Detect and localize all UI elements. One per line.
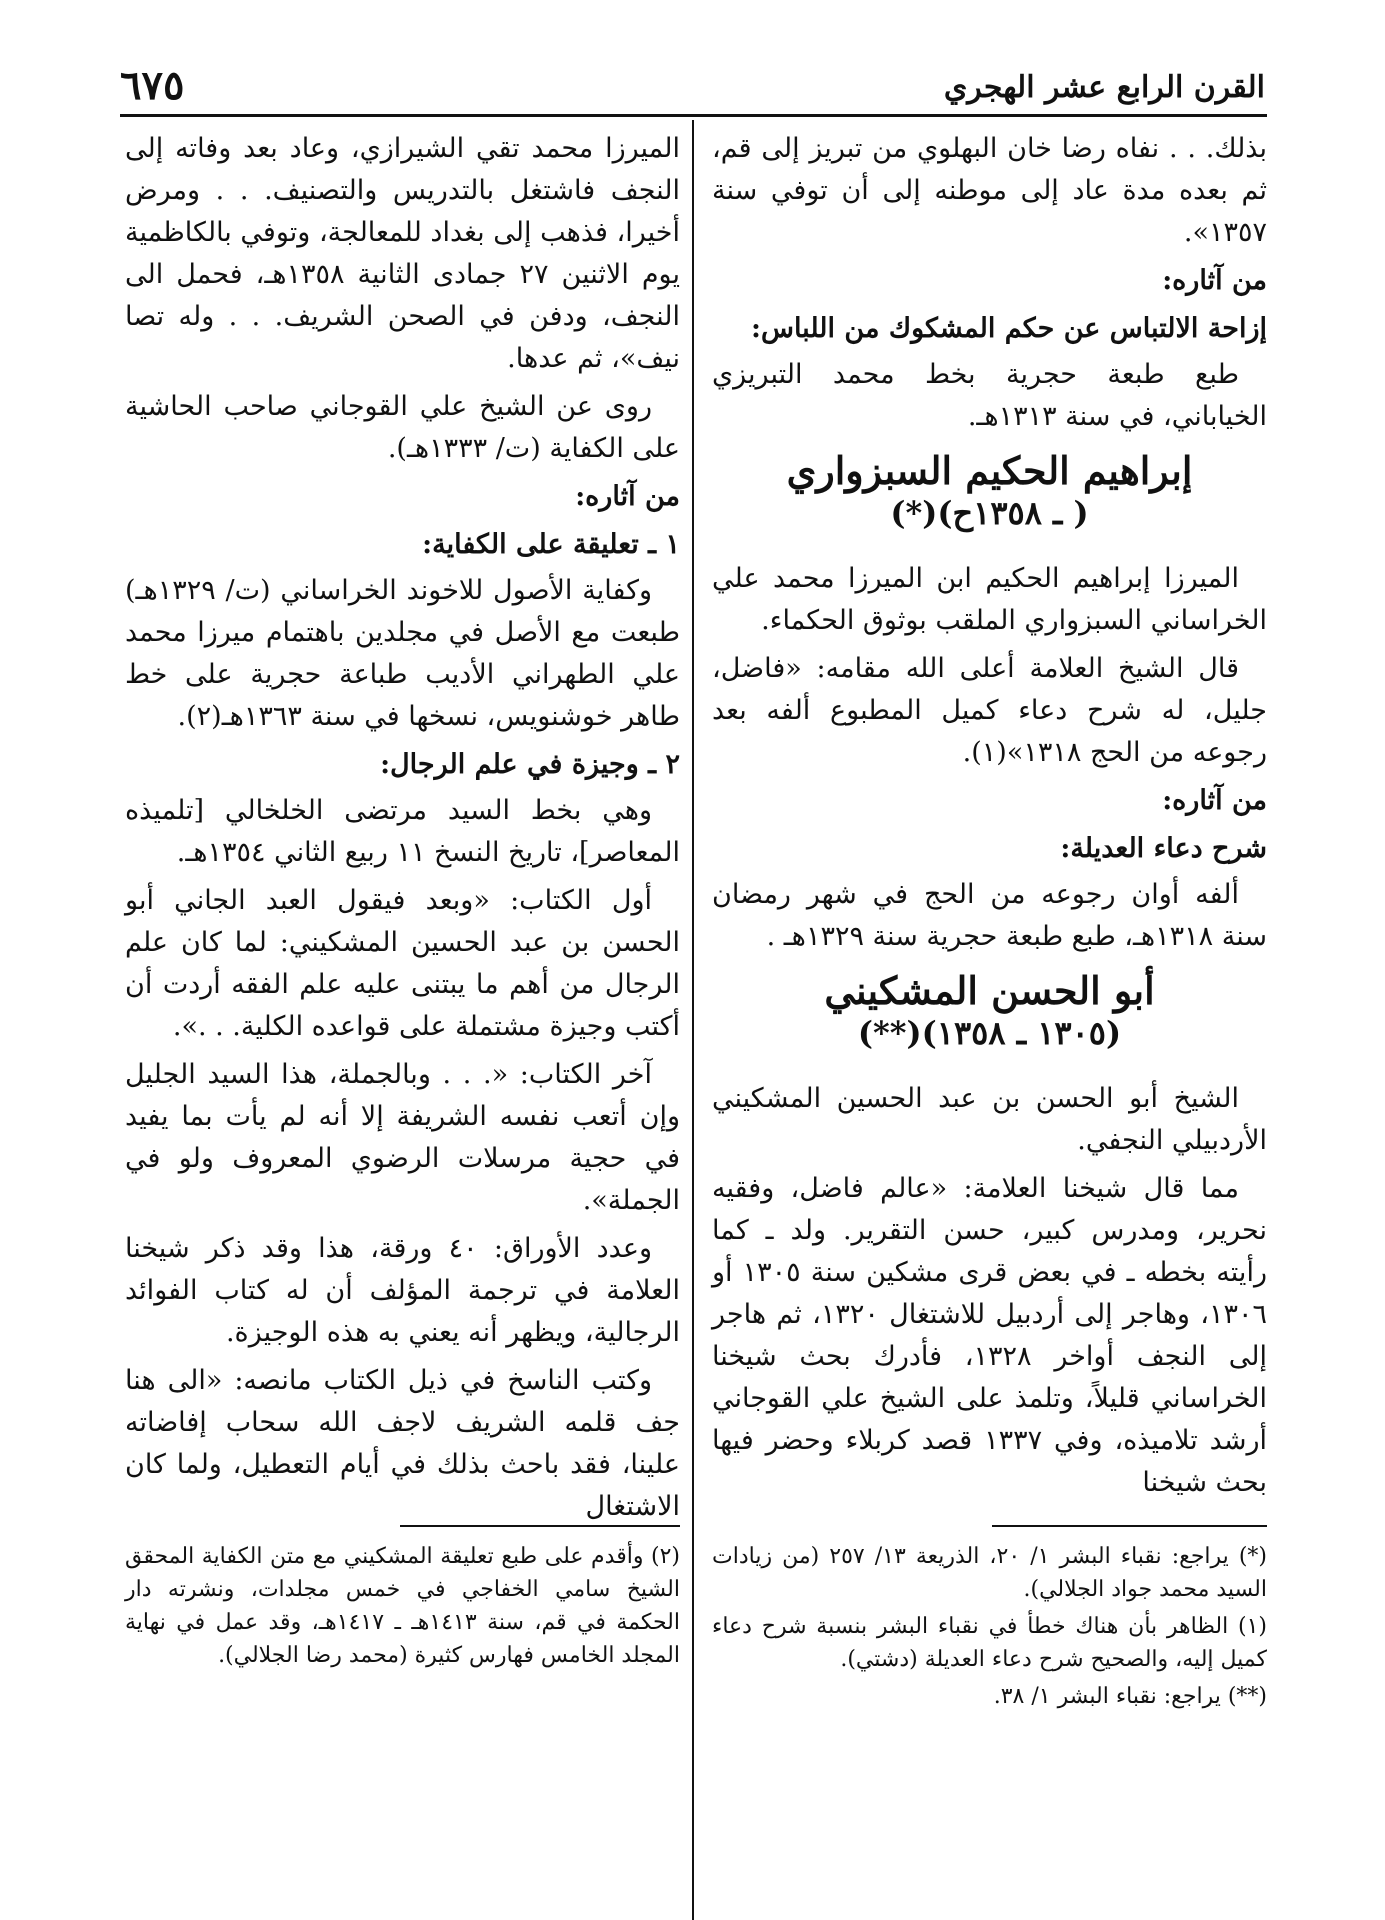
paragraph: أول الكتاب: «وبعد فيقول العبد الجاني أبو الحسن بن عبد الحسين المشكيني: لما كان علم الرجال من أهم ما يبتنى عليه علم الفقه أردت أن أكتب وجيزة مشتملة على قواعده الكلية. . .». [125, 885, 680, 1042]
footnotes-left [125, 1540, 680, 1676]
biography-dates: (١٣٠٥ ـ ١٣٥٨)(**) [857, 1014, 1122, 1052]
footnote: (**) يراجع: نقباء البشر ١/ ٣٨. [993, 1684, 1267, 1709]
footnote-rule [400, 1525, 680, 1527]
work-title: ٢ ـ وجيزة في علم الرجال: [380, 749, 680, 780]
paragraph: ألفه أوان رجوعه من الحج في شهر رمضان سنة ١٣١٨هـ، طبع طبعة حجرية سنة ١٣٢٩هـ . [712, 879, 1267, 952]
work-title: إزاحة الالتباس عن حكم المشكوك من اللباس: [751, 313, 1267, 344]
paragraph: وكتب الناسخ في ذيل الكتاب مانصه: «الى هنا جف قلمه الشريف لاجف الله سحاب إفاضاته علينا، فقد باحث بذلك في أيام التعطيل، ولما كان الاشتغال [125, 1365, 680, 1522]
page-header [120, 62, 1265, 112]
running-title: القرن الرابع عشر الهجري [943, 70, 1265, 105]
paragraph: آخر الكتاب: «. . . وبالجملة، هذا السيد الجليل وإن أتعب نفسه الشريفة إلا أنه لم يأت بما يفيد في حجية مرسلات الرضوي المعروف ولو في الجملة». [125, 1059, 680, 1216]
footnotes-right [712, 1540, 1267, 1717]
work-title: ١ ـ تعليقة على الكفاية: [422, 529, 680, 560]
footnote: (١) الظاهر بأن هناك خطأ في نقباء البشر بنسبة شرح دعاء كميل إليه، والصحيح شرح دعاء العديلة (دشتي). [712, 1614, 1267, 1672]
column-divider [692, 120, 694, 1920]
paragraph: الشيخ أبو الحسن بن عبد الحسين المشكيني الأردبيلي النجفي. [712, 1083, 1267, 1156]
paragraph: وعدد الأوراق: ٤٠ ورقة، هذا وقد ذكر شيخنا العلامة في ترجمة المؤلف أن له كتاب الفوائد الرجالية، ويظهر أنه يعني به هذه الوجيزة. [125, 1233, 680, 1348]
works-heading: من آثاره: [1162, 265, 1267, 296]
paragraph: طبع طبعة حجرية بخط محمد التبريزي الخياباني، في سنة ١٣١٣هـ. [712, 359, 1267, 432]
right-column [712, 128, 1267, 1510]
paragraph: وكفاية الأصول للاخوند الخراساني (ت/ ١٣٢٩هـ) طبعت مع الأصل في مجلدين باهتمام ميرزا محمد علي الطهراني الأديب طباعة حجرية على خط طاهر خوشنويس، نسخها في سنة ١٣٦٣هـ(٢). [125, 575, 680, 732]
biography-dates: ( ـ ١٣٥٨ح)(*) [890, 494, 1089, 532]
page-number: ٦٧٥ [120, 62, 185, 109]
biography-heading: أبو الحسن المشكيني [824, 968, 1155, 1013]
paragraph: روى عن الشيخ علي القوجاني صاحب الحاشية على الكفاية (ت/ ١٣٣٣هـ). [125, 391, 680, 464]
footnote-rule [992, 1525, 1267, 1527]
paragraph: الميرزا إبراهيم الحكيم ابن الميرزا محمد علي الخراساني السبزواري الملقب بوثوق الحكماء. [712, 563, 1267, 636]
footnote: (*) يراجع: نقباء البشر ١/ ٢٠، الذريعة ١٣/ ٢٥٧ (من زيادات السيد محمد جواد الجلالي). [712, 1544, 1268, 1602]
paragraph: بذلك. . . نفاه رضا خان البهلوي من تبريز إلى قم، ثم بعده مدة عاد إلى موطنه إلى أن توفي سنة ١٣٥٧». [712, 133, 1267, 248]
paragraph: قال الشيخ العلامة أعلى الله مقامه: «فاضل، جليل، له شرح دعاء كميل المطبوع ألفه بعد رجوعه من الحج ١٣١٨»(١). [712, 653, 1267, 768]
paragraph: الميرزا محمد تقي الشيرازي، وعاد بعد وفاته إلى النجف فاشتغل بالتدريس والتصنيف. . . ومرض أخيرا، فذهب إلى بغداد للمعالجة، وتوفي بالكاظمية يوم الاثنين ٢٧ جمادى الثانية ١٣٥٨هـ، فحمل الى النجف، ودفن في الصحن الشريف. . . وله تصا نيف»، ثم عدها. [125, 133, 681, 374]
works-heading: من آثاره: [575, 481, 680, 512]
footnote: (٢) وأقدم على طبع تعليقة المشكيني مع متن الكفاية المحقق الشيخ سامي الخفاجي في خمس مجلدات، ونشرته دار الحكمة في قم، سنة ١٤١٣هـ ـ ١٤١٧هـ، وقد عمل في نهاية المجلد الخامس فهارس كثيرة (محمد رضا الجلالي). [125, 1544, 681, 1668]
works-heading: من آثاره: [1162, 785, 1267, 816]
header-rule [120, 114, 1267, 117]
paragraph: مما قال شيخنا العلامة: «عالم فاضل، وفقيه نحرير، ومدرس كبير، حسن التقرير. ولد ـ كما رأيته بخطه ـ في بعض قرى مشكين سنة ١٣٠٥ أو ١٣٠٦، وهاجر إلى أردبيل للاشتغال ١٣٢٠، ثم هاجر إلى النجف أواخر ١٣٢٨، فأدرك بحث شيخنا الخراساني قليلاً، وتلمذ على الشيخ علي القوجاني أرشد تلاميذه، وفي ١٣٣٧ قصد كربلاء وحضر فيها بحث شيخنا [712, 1173, 1267, 1498]
work-title: شرح دعاء العديلة: [1060, 833, 1267, 864]
biography-heading: إبراهيم الحكيم السبزواري [786, 448, 1193, 493]
left-column [125, 128, 680, 1534]
paragraph: وهي بخط السيد مرتضى الخلخالي [تلميذه المعاصر]، تاريخ النسخ ١١ ربيع الثاني ١٣٥٤هـ. [125, 795, 680, 868]
